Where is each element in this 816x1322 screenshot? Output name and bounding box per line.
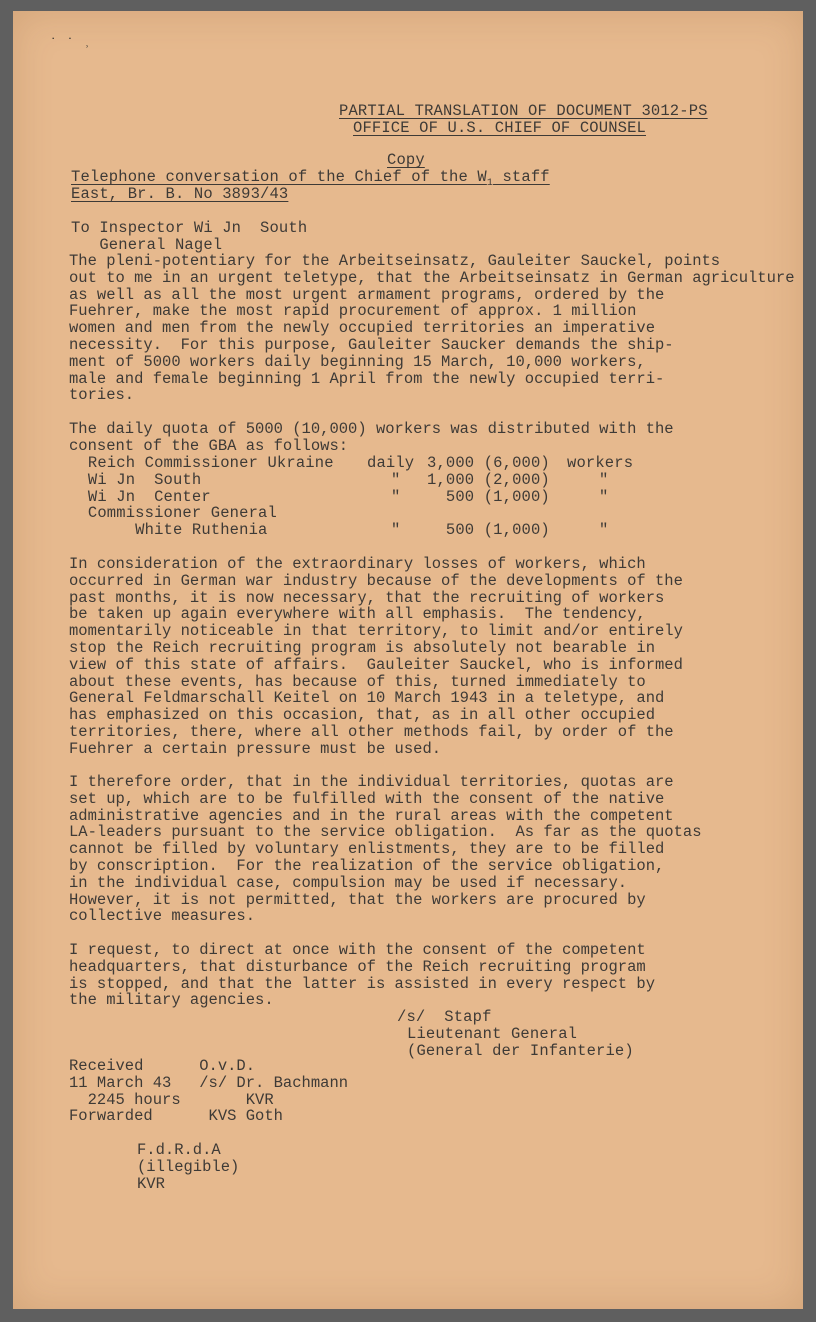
footer-line: F.d.R.d.A [137, 1141, 221, 1159]
para-line: necessity. For this purpose, Gauleiter Saucker demands the ship- [69, 335, 674, 354]
para-line: momentarily noticeable in that territory, to limit and/or entirely [69, 622, 683, 641]
title-line-1-end: staff [493, 168, 550, 186]
addressee-line-2: General Nagel [71, 236, 223, 254]
para-line: male and female beginning 1 April from the newly occupied terri- [69, 369, 665, 388]
paragraph-5 [69, 942, 655, 1009]
quota-region: Wi Jn South [69, 470, 202, 489]
para-line: by conscription. For the realization of the service obligation, [69, 856, 665, 875]
addressee-line-1: To Inspector Wi Jn South [71, 219, 308, 237]
para-line: as well as all the most urgent armament programs, ordered by the [69, 285, 665, 304]
quota-region: White Ruthenia [69, 521, 268, 540]
para-line: stop the Reich recruiting program is absolutely not bearable in [69, 638, 655, 657]
quota-frequency: " [391, 487, 401, 506]
para-line: past months, it is now necessary, that the recruiting of workers [69, 588, 665, 607]
quota-unit: " [599, 521, 609, 540]
para-line: LA-leaders pursuant to the service obligation. As far as the quotas [69, 823, 702, 842]
quota-frequency: " [391, 521, 401, 540]
para-line: set up, which are to be fulfilled with the consent of the native [69, 789, 665, 808]
document-reference: East, Br. B. No 3893/43 [71, 185, 289, 203]
para-line: ment of 5000 workers daily beginning 15 March, 10,000 workers, [69, 352, 646, 371]
para-line: I request, to direct at once with the consent of the competent [69, 941, 646, 959]
title-subscript: 1 [486, 178, 494, 190]
received-line: 2245 hours KVR [69, 1090, 274, 1109]
quota-amount: 500 (1,000) [427, 521, 550, 540]
received-line: 11 March 43 /s/ Dr. Bachmann [69, 1073, 349, 1092]
header-line-2: OFFICE OF U.S. CHIEF OF COUNSEL [353, 119, 646, 137]
received-line: Forwarded KVS Goth [69, 1107, 283, 1126]
quota-region: Commissioner General [69, 504, 277, 523]
quota-region: Wi Jn Center [69, 487, 211, 506]
para-line: view of this state of affairs. Gauleiter Sauckel, who is informed [69, 655, 683, 674]
stray-marks: ˙ ˙ ˒ [49, 37, 92, 53]
para-line: occurred in German war industry because of the developments of the [69, 571, 683, 590]
quota-region: Reich Commissioner Ukraine [69, 454, 334, 472]
paragraph-3 [69, 556, 683, 758]
para-line: Fuehrer, make the most rapid procurement of approx. 1 million [69, 302, 637, 321]
para-line: has emphasized on this occasion, that, as in all other occupied [69, 706, 655, 725]
quota-frequency: " [391, 470, 401, 489]
para-line: women and men from the newly occupied territories an imperative [69, 319, 655, 338]
received-block [69, 1058, 348, 1125]
para-line: General Feldmarschall Keitel on 10 March 1943 in a teletype, and [69, 689, 665, 708]
para-line: is stopped, and that the latter is assisted in every respect by [69, 974, 655, 993]
para-line: The pleni-potentiary for the Arbeitseinsatz, Gauleiter Sauckel, points [69, 252, 721, 270]
quota-amount: 500 (1,000) [427, 487, 550, 506]
quota-unit: " [599, 470, 609, 489]
quota-unit: workers [567, 454, 634, 472]
quota-amount: 3,000 (6,000) [427, 454, 550, 472]
para-line: the military agencies. [69, 991, 274, 1010]
para-line: Fuehrer a certain pressure must be used. [69, 739, 442, 758]
paragraph-1 [69, 253, 795, 404]
para-line: cannot be filled by voluntary enlistments, they are to be filled [69, 840, 665, 859]
paragraph-2 [69, 421, 674, 455]
para-line: tories. [69, 386, 135, 405]
footer-line: (illegible) [137, 1157, 240, 1176]
received-line: Received O.v.D. [69, 1057, 256, 1075]
para-line: out to me in an urgent teletype, that the Arbeitseinsatz in German agriculture [69, 268, 795, 287]
title-line-1: Telephone conversation of the Chief of the W [71, 168, 487, 186]
para-line: I therefore order, that in the individual territories, quotas are [69, 773, 674, 791]
signature-title: (General der Infanterie) [407, 1042, 634, 1060]
quota-amount: 1,000 (2,000) [427, 470, 550, 489]
para-line: in the individual case, compulsion may be used if necessary. [69, 873, 628, 892]
quota-frequency: daily [367, 454, 415, 472]
para-line: The daily quota of 5000 (10,000) workers was distributed with the [69, 420, 674, 438]
header-line-1: PARTIAL TRANSLATION OF DOCUMENT 3012-PS [339, 102, 708, 120]
para-line: However, it is not permitted, that the workers are procured by [69, 890, 646, 909]
para-line: consent of the GBA as follows: [69, 436, 349, 455]
para-line: territories, there, where all other methods fail, by order of the [69, 722, 674, 741]
para-line: In consideration of the extraordinary losses of workers, which [69, 555, 646, 573]
para-line: administrative agencies and in the rural areas with the competent [69, 806, 674, 825]
footer-block [137, 1142, 239, 1192]
signature-rank: Lieutenant General [407, 1025, 578, 1043]
footer-line: KVR [137, 1174, 165, 1193]
para-line: collective measures. [69, 907, 256, 926]
para-line: about these events, has because of this, turned immediately to [69, 672, 646, 691]
document-page [13, 11, 803, 1309]
copy-label: Copy [387, 151, 425, 169]
para-line: be taken up again everywhere with all emphasis. The tendency, [69, 605, 646, 624]
signature-name: /s/ Stapf [397, 1008, 492, 1026]
paragraph-4 [69, 774, 702, 925]
para-line: headquarters, that disturbance of the Reich recruiting program [69, 957, 646, 976]
quota-unit: " [599, 487, 609, 506]
